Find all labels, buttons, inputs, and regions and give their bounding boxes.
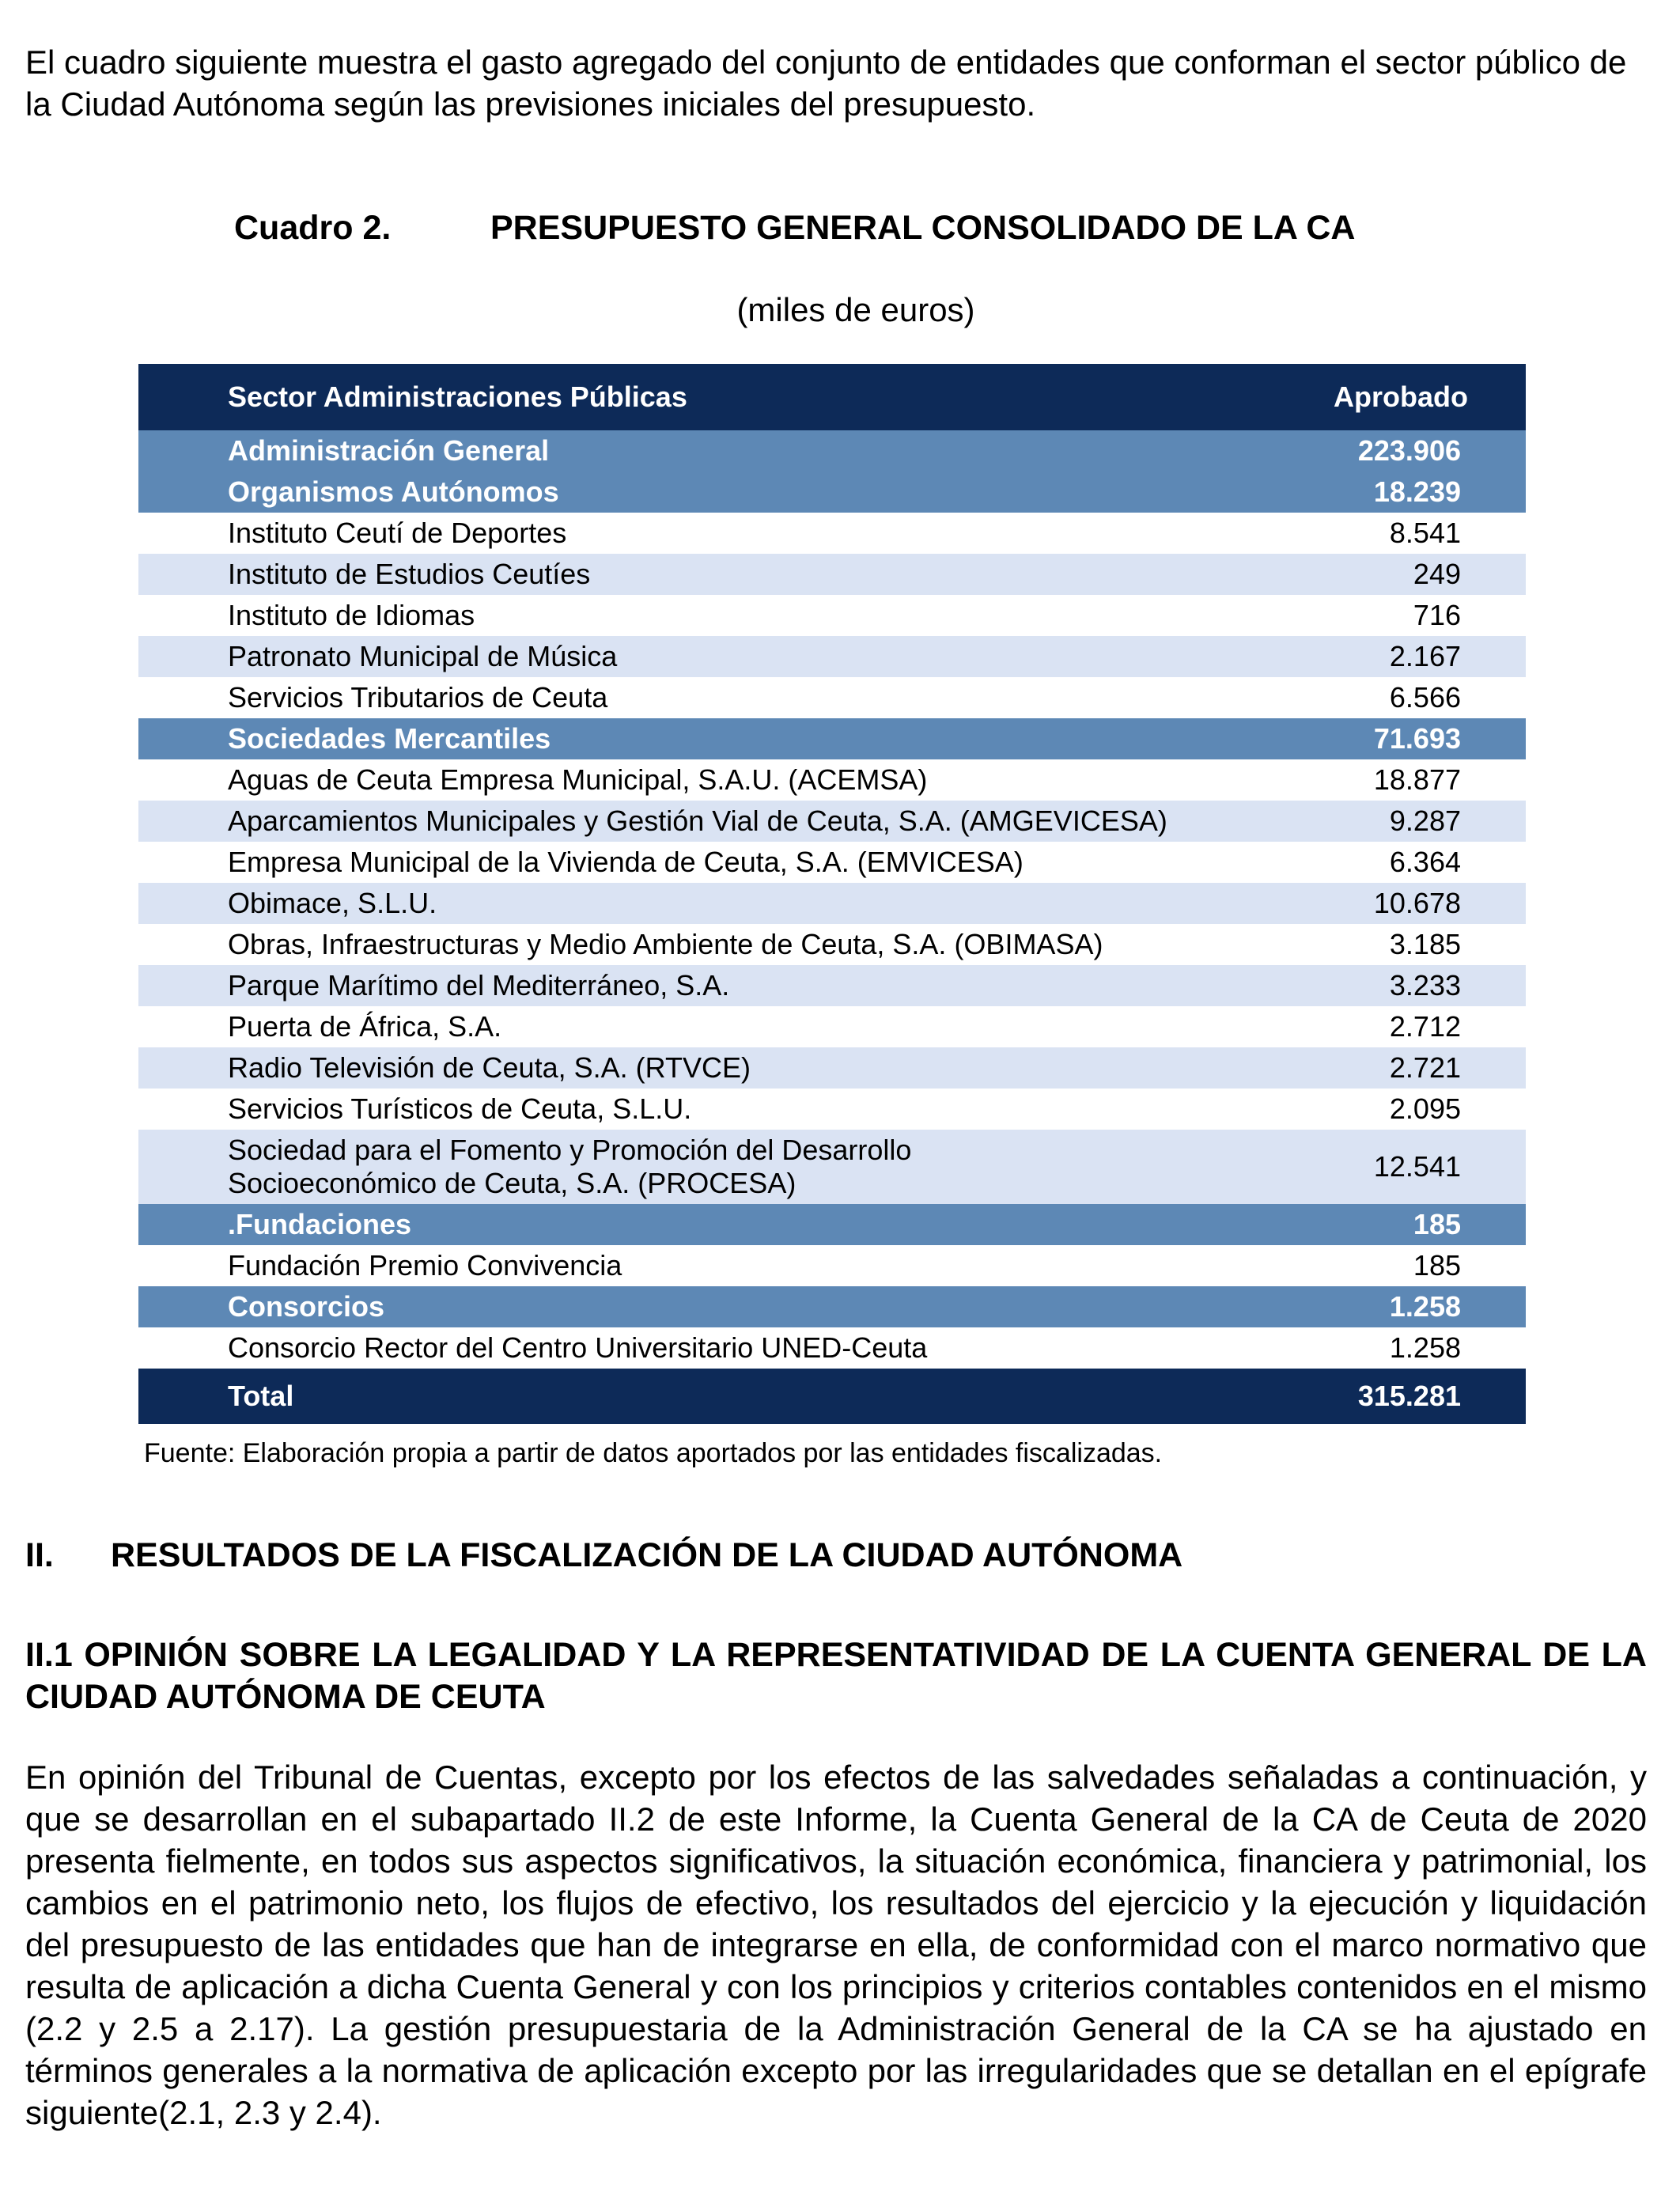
caption-units: (miles de euros) bbox=[736, 291, 975, 328]
entity-value: 2.167 bbox=[1246, 636, 1526, 677]
table-row bbox=[138, 677, 1526, 718]
entity-name: Fundación Premio Convivencia bbox=[228, 1249, 622, 1282]
intro-paragraph: El cuadro siguiente muestra el gasto agregado del conjunto de entidades que conforman el sector público de la Ciudad Autónoma según las previsiones iniciales del presupuesto. bbox=[25, 44, 1627, 123]
group-value: 18.239 bbox=[1246, 471, 1526, 513]
entity-value: 3.233 bbox=[1246, 965, 1526, 1006]
total-value: 315.281 bbox=[1246, 1369, 1526, 1424]
group-value: 71.693 bbox=[1246, 718, 1526, 759]
entity-name: Instituto de Idiomas bbox=[228, 599, 475, 631]
table-row bbox=[138, 759, 1526, 801]
entity-name: Empresa Municipal de la Vivienda de Ceuta, S.A. (EMVICESA) bbox=[228, 846, 1024, 878]
group-name: Organismos Autónomos bbox=[138, 471, 1246, 513]
group-value: 185 bbox=[1246, 1204, 1526, 1245]
table-total-row bbox=[138, 1369, 1526, 1424]
entity-name: Radio Televisión de Ceuta, S.A. (RTVCE) bbox=[138, 1047, 1246, 1089]
entity-value: 12.541 bbox=[1246, 1130, 1526, 1204]
entity-name: Sociedad para el Fomento y Promoción del Desarrollo Socioeconómico de Ceuta, S.A. (PROCESA) bbox=[138, 1130, 1246, 1204]
entity-name: Puerta de África, S.A. bbox=[228, 1010, 502, 1043]
entity-name: Patronato Municipal de Música bbox=[138, 636, 1246, 677]
entity-name: Aparcamientos Municipales y Gestión Vial de Ceuta, S.A. (AMGEVICESA) bbox=[138, 801, 1246, 842]
section-title: RESULTADOS DE LA FISCALIZACIÓN DE LA CIUDAD AUTÓNOMA bbox=[111, 1536, 1183, 1574]
entity-value: 8.541 bbox=[1389, 517, 1461, 549]
table-row bbox=[138, 595, 1526, 636]
group-name: .Fundaciones bbox=[138, 1204, 1246, 1245]
table-row bbox=[138, 636, 1526, 677]
group-name: Administración General bbox=[138, 430, 1246, 471]
entity-value: 249 bbox=[1246, 554, 1526, 595]
entity-value: 6.566 bbox=[1389, 681, 1461, 714]
entity-value: 185 bbox=[1413, 1249, 1461, 1282]
entity-name: Servicios Tributarios de Ceuta bbox=[228, 681, 608, 714]
entity-name: Aguas de Ceuta Empresa Municipal, S.A.U. (ACEMSA) bbox=[228, 763, 928, 796]
section-number: II. bbox=[25, 1536, 54, 1574]
caption-title: PRESUPUESTO GENERAL CONSOLIDADO DE LA CA bbox=[490, 209, 1356, 247]
table-body bbox=[138, 430, 1526, 1424]
entity-name: Consorcio Rector del Centro Universitario UNED-Ceuta bbox=[228, 1331, 928, 1364]
table-row bbox=[138, 1089, 1526, 1130]
entity-value: 2.721 bbox=[1246, 1047, 1526, 1089]
table-group-row bbox=[138, 430, 1526, 471]
entity-value: 2.095 bbox=[1389, 1092, 1461, 1125]
table-group-row bbox=[138, 718, 1526, 759]
total-label: Total bbox=[138, 1369, 1246, 1424]
table-group-row bbox=[138, 471, 1526, 513]
table-row bbox=[138, 842, 1526, 883]
table-row bbox=[138, 801, 1526, 842]
caption-number: Cuadro 2. bbox=[234, 209, 392, 247]
header-sector: Sector Administraciones Públicas bbox=[138, 364, 1246, 430]
entity-name: Obimace, S.L.U. bbox=[138, 883, 1246, 924]
table-row bbox=[138, 883, 1526, 924]
table-row bbox=[138, 1327, 1526, 1369]
entity-name: Servicios Turísticos de Ceuta, S.L.U. bbox=[228, 1092, 692, 1125]
table-row bbox=[138, 1245, 1526, 1286]
group-value: 1.258 bbox=[1246, 1286, 1526, 1327]
table-group-row bbox=[138, 1204, 1526, 1245]
entity-value: 9.287 bbox=[1246, 801, 1526, 842]
table-row bbox=[138, 965, 1526, 1006]
header-value: Aprobado bbox=[1246, 364, 1526, 430]
entity-value: 18.877 bbox=[1373, 763, 1461, 796]
subsection-heading: II.1 OPINIÓN SOBRE LA LEGALIDAD Y LA REPRESENTATIVIDAD DE LA CUENTA GENERAL DE LA CIUDAD AUTÓNOMA DE CEUTA bbox=[25, 1636, 1647, 1716]
entity-value: 716 bbox=[1413, 599, 1461, 631]
opinion-paragraph: En opinión del Tribunal de Cuentas, excepto por los efectos de las salvedades señaladas a continuación, y que se desarrollan en el subapartado II.2 de este Informe, la Cuenta General de la CA de Ceuta de 2020 presenta fielmente, en todos sus aspectos significativos, la situación económica, financiera y patrimonial, los cambios en el patrimonio neto, los flujos de efectivo, los resultados del ejercicio y la ejecución y liquidación del presupuesto de las entidades que han de integrarse en ella, de conformidad con el marco normativo que resulta de aplicación a dicha Cuenta General y con los principios y criterios contables contenidos en el mismo (2.2 y 2.5 a 2.17). La gestión presupuestaria de la Administración General de la CA se ha ajustado en términos generales a la normativa de aplicación excepto por las irregularidades que se detallan en el epígrafe siguiente(2.1, 2.3 y 2.4). bbox=[25, 1759, 1647, 2131]
entity-value: 10.678 bbox=[1246, 883, 1526, 924]
entity-value: 1.258 bbox=[1389, 1331, 1461, 1364]
entity-value: 6.364 bbox=[1389, 846, 1461, 878]
group-value: 223.906 bbox=[1246, 430, 1526, 471]
entity-value: 3.185 bbox=[1389, 928, 1461, 960]
table-row bbox=[138, 924, 1526, 965]
table-source-note: Fuente: Elaboración propia a partir de datos aportados por las entidades fiscalizadas. bbox=[144, 1438, 1163, 1468]
table-group-row bbox=[138, 1286, 1526, 1327]
table-header-row bbox=[138, 364, 1526, 430]
entity-name: Parque Marítimo del Mediterráneo, S.A. bbox=[138, 965, 1246, 1006]
entity-name: Instituto Ceutí de Deportes bbox=[228, 517, 567, 549]
entity-name: Obras, Infraestructuras y Medio Ambiente de Ceuta, S.A. (OBIMASA) bbox=[228, 928, 1103, 960]
group-name: Consorcios bbox=[138, 1286, 1246, 1327]
table-row bbox=[138, 513, 1526, 554]
budget-table bbox=[138, 364, 1526, 1424]
table-row bbox=[138, 554, 1526, 595]
table-row bbox=[138, 1047, 1526, 1089]
entity-name: Instituto de Estudios Ceutíes bbox=[138, 554, 1246, 595]
group-name: Sociedades Mercantiles bbox=[138, 718, 1246, 759]
table-row bbox=[138, 1006, 1526, 1047]
entity-value: 2.712 bbox=[1389, 1010, 1461, 1043]
table-row bbox=[138, 1130, 1526, 1204]
